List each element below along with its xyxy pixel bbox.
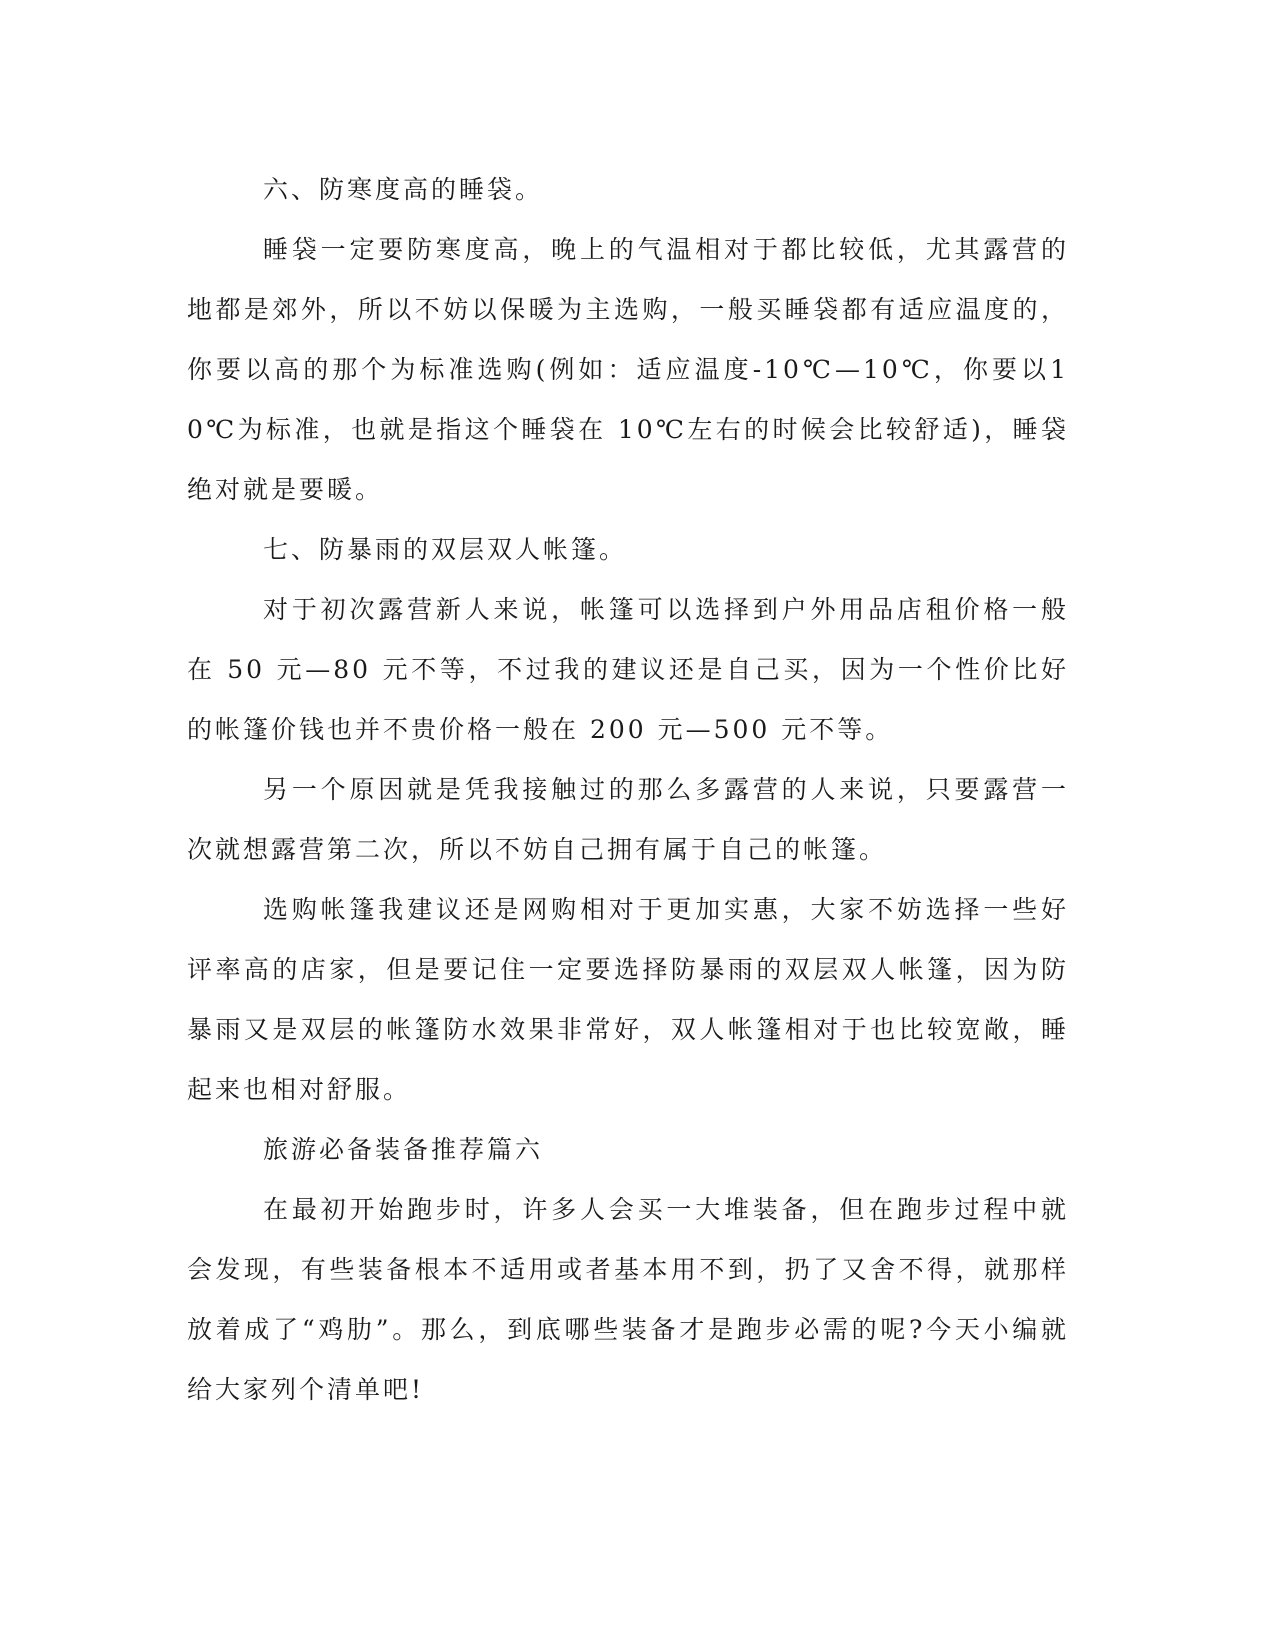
document-body (187, 160, 1069, 1420)
section-heading-article-six: 旅游必备装备推荐篇六 (263, 1135, 544, 1164)
paragraph-tent-price: 对于初次露营新人来说，帐篷可以选择到户外用品店租价格一般在 50 元—80 元不等，不过我的建议还是自己买，因为一个性价比好的帐篷价钱也并不贵价格一般在 200 元—500 元不等。 (187, 595, 1069, 744)
paragraph-tent-buying: 选购帐篷我建议还是网购相对于更加实惠，大家不妨选择一些好评率高的店家，但是要记住一定要选择防暴雨的双层双人帐篷，因为防暴雨又是双层的帐篷防水效果非常好，双人帐篷相对于也比较宽敞，睡起来也相对舒服。 (187, 895, 1069, 1104)
section-heading-sleeping-bag: 六、防寒度高的睡袋。 (263, 175, 544, 204)
paragraph-sleeping-bag: 睡袋一定要防寒度高，晚上的气温相对于都比较低，尤其露营的地都是郊外，所以不妨以保暖为主选购，一般买睡袋都有适应温度的，你要以高的那个为标准选购(例如：适应温度-10℃—10℃，你要以10℃为标准，也就是指这个睡袋在 10℃左右的时候会比较舒适)，睡袋绝对就是要暖。 (187, 235, 1069, 504)
section-heading-tent: 七、防暴雨的双层双人帐篷。 (263, 535, 628, 564)
paragraph-running-gear: 在最初开始跑步时，许多人会买一大堆装备，但在跑步过程中就会发现，有些装备根本不适用或者基本用不到，扔了又舍不得，就那样放着成了“鸡肋”。那么，到底哪些装备才是跑步必需的呢?今天小编就给大家列个清单吧! (187, 1195, 1069, 1404)
paragraph-tent-reason: 另一个原因就是凭我接触过的那么多露营的人来说，只要露营一次就想露营第二次，所以不妨自己拥有属于自己的帐篷。 (187, 775, 1069, 864)
